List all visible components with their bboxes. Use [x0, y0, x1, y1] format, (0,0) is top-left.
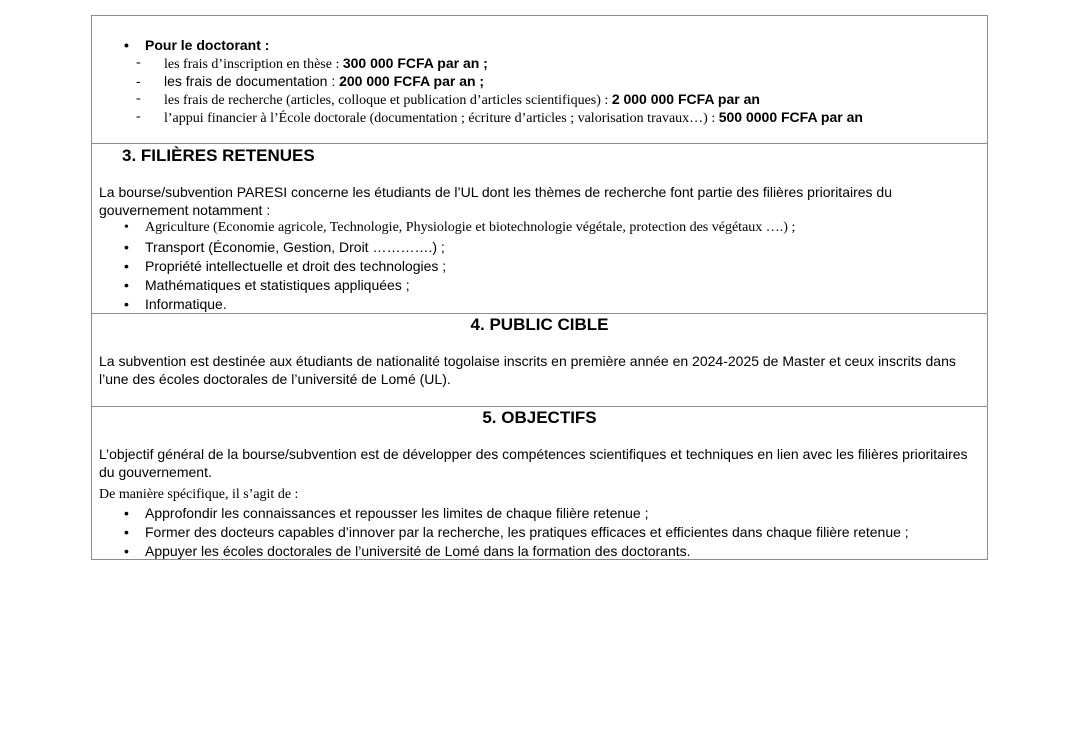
doctorant-title: • Pour le doctorant :	[145, 36, 269, 54]
list-item: • Approfondir les connaissances et repousser les limites de chaque filière retenue ;	[145, 504, 649, 522]
objectifs-specific-intro: De manière spécifique, il s’agit de :	[99, 487, 299, 502]
section-heading: 5. OBJECTIFS	[482, 408, 597, 427]
section-heading: 4. PUBLIC CIBLE	[470, 315, 609, 334]
list-item: • Mathématiques et statistiques appliquées ;	[145, 276, 410, 294]
list-item: • Agriculture (Economie agricole, Technologie, Physiologie et biotechnologie végétale, protection des végétaux ….) ;	[145, 219, 795, 237]
filieres-intro: La bourse/subvention PARESI concerne les étudiants de l’UL dont les thèmes de recherche font partie des filières prioritaires du gouvernement notamment :	[99, 184, 892, 218]
list-item: • Former des docteurs capables d’innover par la recherche, les pratiques efficaces et efficientes dans chaque filière retenue ;	[145, 523, 909, 541]
list-item: - les frais de recherche (articles, colloque et publication d’articles scientifiques) : 2 000 000 FCFA par an	[164, 90, 760, 110]
list-item: - les frais de documentation : 200 000 FCFA par an ;	[164, 72, 484, 90]
list-item: • Appuyer les écoles doctorales de l’université de Lomé dans la formation des doctorants.	[145, 542, 691, 560]
section-filieres	[92, 144, 987, 314]
list-item: - les frais d’inscription en thèse : 300 000 FCFA par an ;	[164, 54, 488, 74]
objectifs-general: L’objectif général de la bourse/subvention est de développer des compétences scientifiques et techniques en lien avec les filières prioritaires du gouvernement.	[99, 446, 968, 480]
list-item: • Informatique.	[145, 295, 227, 313]
public-text: La subvention est destinée aux étudiants de nationalité togolaise inscrits en première année en 2024-2025 de Master et ceux inscrits dans l’une des écoles doctorales de l’université de Lomé (UL).	[99, 353, 956, 387]
section-heading: 3. FILIÈRES RETENUES	[122, 146, 315, 165]
list-item: • Transport (Économie, Gestion, Droit ………….) ;	[145, 238, 445, 256]
list-item: - l’appui financier à l’École doctorale (documentation ; écriture d’articles ; valorisation travaux…) : 500 0000 FCFA par an	[164, 108, 863, 128]
section-doctorant	[92, 16, 987, 144]
list-item: • Propriété intellectuelle et droit des technologies ;	[145, 257, 446, 275]
section-objectifs	[92, 407, 987, 559]
section-public	[92, 314, 987, 407]
document-table	[91, 15, 988, 560]
